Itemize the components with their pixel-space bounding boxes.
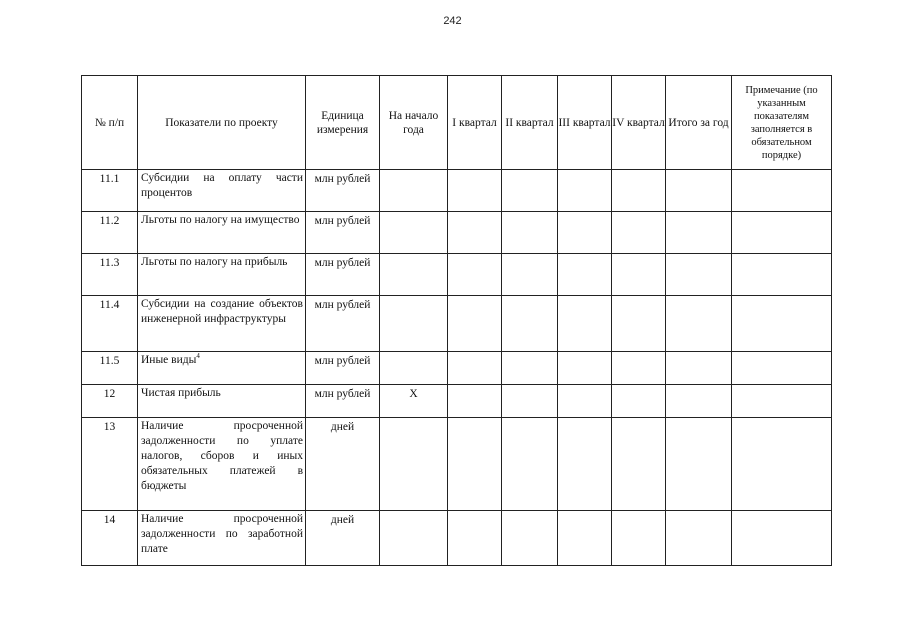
header-num: № п/п (82, 76, 138, 170)
row-note-cell (732, 511, 832, 566)
table-row (82, 418, 832, 511)
header-q1: I квартал (448, 76, 502, 170)
footnote-marker: 4 (196, 352, 200, 361)
row-unit: дней (306, 418, 380, 511)
row-q2-cell (502, 212, 558, 254)
row-start-value (380, 212, 448, 254)
row-unit: млн рублей (306, 352, 380, 385)
row-q4-cell (612, 296, 666, 352)
indicator-name-text: Наличие просроченной задолженности по уплате налогов, сборов и иных обязательных платежей в бюджеты (141, 420, 303, 492)
row-q3-cell (558, 254, 612, 296)
header-start: На начало года (380, 76, 448, 170)
row-total-cell (666, 418, 732, 511)
header-note: Примечание (по указанным показателям заполняется в обязательном порядке) (732, 76, 832, 170)
indicator-name-text: Иные виды (141, 354, 197, 366)
row-q1-cell (448, 254, 502, 296)
row-number: 11.2 (82, 212, 138, 254)
row-q3-cell (558, 511, 612, 566)
row-unit: млн рублей (306, 212, 380, 254)
row-unit: дней (306, 511, 380, 566)
row-start-value (380, 170, 448, 212)
table-row (82, 254, 832, 296)
row-total-cell (666, 254, 732, 296)
header-row (82, 76, 832, 170)
indicator-name-text: Льготы по налогу на прибыль (141, 256, 288, 268)
row-start-value (380, 352, 448, 385)
row-indicator-name (138, 511, 306, 566)
row-note-cell (732, 352, 832, 385)
header-q2: II квартал (502, 76, 558, 170)
header-unit: Единица измерения (306, 76, 380, 170)
row-q1-cell (448, 352, 502, 385)
row-number: 11.3 (82, 254, 138, 296)
row-total-cell (666, 352, 732, 385)
row-q2-cell (502, 170, 558, 212)
row-q3-cell (558, 352, 612, 385)
row-indicator-name (138, 418, 306, 511)
row-q2-cell (502, 385, 558, 418)
row-q2-cell (502, 418, 558, 511)
row-q4-cell (612, 170, 666, 212)
row-note-cell (732, 418, 832, 511)
row-q1-cell (448, 296, 502, 352)
table-row (82, 352, 832, 385)
row-q1-cell (448, 511, 502, 566)
row-indicator-name (138, 212, 306, 254)
row-number: 13 (82, 418, 138, 511)
row-start-value: X (380, 385, 448, 418)
row-number: 11.1 (82, 170, 138, 212)
row-q4-cell (612, 352, 666, 385)
row-q3-cell (558, 212, 612, 254)
header-q3: III квартал (558, 76, 612, 170)
row-number: 11.4 (82, 296, 138, 352)
row-number: 11.5 (82, 352, 138, 385)
row-note-cell (732, 385, 832, 418)
row-q3-cell (558, 385, 612, 418)
row-unit: млн рублей (306, 170, 380, 212)
indicator-name-text: Льготы по налогу на имущество (141, 214, 300, 226)
row-indicator-name (138, 170, 306, 212)
header-q4: IV квартал (612, 76, 666, 170)
row-start-value (380, 511, 448, 566)
project-indicators-table (81, 75, 832, 566)
indicator-name-text: Субсидии на оплату части процентов (141, 172, 303, 199)
row-indicator-name (138, 385, 306, 418)
row-q1-cell (448, 385, 502, 418)
row-q1-cell (448, 170, 502, 212)
table-row (82, 212, 832, 254)
row-unit: млн рублей (306, 254, 380, 296)
row-total-cell (666, 212, 732, 254)
row-number: 14 (82, 511, 138, 566)
row-q4-cell (612, 511, 666, 566)
row-indicator-name (138, 352, 306, 385)
header-name: Показатели по проекту (138, 76, 306, 170)
row-q2-cell (502, 352, 558, 385)
row-total-cell (666, 385, 732, 418)
row-unit: млн рублей (306, 385, 380, 418)
table-row (82, 296, 832, 352)
header-total: Итого за год (666, 76, 732, 170)
row-q3-cell (558, 170, 612, 212)
row-note-cell (732, 212, 832, 254)
indicator-name-text: Чистая прибыль (141, 387, 221, 399)
row-q4-cell (612, 418, 666, 511)
row-unit: млн рублей (306, 296, 380, 352)
table-row (82, 170, 832, 212)
table-row (82, 511, 832, 566)
row-note-cell (732, 170, 832, 212)
row-q3-cell (558, 418, 612, 511)
row-q3-cell (558, 296, 612, 352)
row-indicator-name (138, 254, 306, 296)
indicator-name-text: Субсидии на создание объектов инженерной инфраструктуры (141, 298, 303, 325)
row-q2-cell (502, 254, 558, 296)
row-q1-cell (448, 212, 502, 254)
row-q4-cell (612, 212, 666, 254)
row-start-value (380, 296, 448, 352)
table-row (82, 385, 832, 418)
row-q4-cell (612, 254, 666, 296)
row-q2-cell (502, 296, 558, 352)
page-number: 242 (443, 15, 462, 27)
row-q1-cell (448, 418, 502, 511)
row-indicator-name (138, 296, 306, 352)
row-total-cell (666, 170, 732, 212)
row-note-cell (732, 296, 832, 352)
row-start-value (380, 254, 448, 296)
row-start-value (380, 418, 448, 511)
row-q4-cell (612, 385, 666, 418)
row-total-cell (666, 511, 732, 566)
row-q2-cell (502, 511, 558, 566)
row-note-cell (732, 254, 832, 296)
row-number: 12 (82, 385, 138, 418)
indicator-name-text: Наличие просроченной задолженности по заработной плате (141, 513, 303, 555)
row-total-cell (666, 296, 732, 352)
